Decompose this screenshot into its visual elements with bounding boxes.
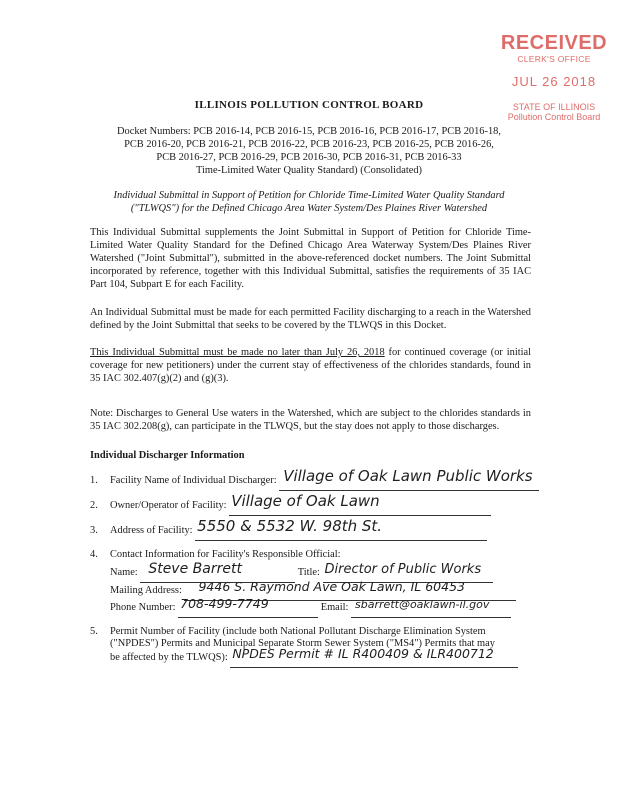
document-title: ILLINOIS POLLUTION CONTROL BOARD [194,99,424,111]
item-number: 5. [90,626,98,637]
field-label: Facility Name of Individual Discharger: [110,475,277,486]
item-number: 1. [90,475,98,486]
item-address [90,517,560,538]
contact-mailing-row [110,579,560,598]
deadline-rest: for continued coverage (or initial coverage for new petitioners) under the current stay of effectiveness of the chlorides standards, found in 35 IAC 302.407(g)(2) and (g)(3). [90,347,531,384]
permit-number-field[interactable] [230,646,518,668]
docket-line-4: Time-Limited Water Quality Standard) (Consolidated) [196,165,422,176]
stamp-clerks-office: CLERK'S OFFICE [517,54,591,64]
stamp-received: RECEIVED [500,32,608,54]
facility-name-field[interactable] [279,467,539,491]
paragraph-individual-submittal: An Individual Submittal must be made for each permitted Facility discharging to a reach in the Watershed defined by the Joint Submittal that seeks to be covered by the TLWQS in this Docket. [90,307,531,331]
field-label: Owner/Operator of Facility: [110,500,227,511]
contact-name-row [110,561,560,580]
contact-email-field[interactable] [351,598,511,618]
field-label: Address of Facility: [110,525,193,536]
stamp-board: Pollution Control Board [507,112,601,122]
permit-text-line-3: be affected by the TLWQS): [110,652,228,663]
stamp-date: JUL 26 2018 [511,74,597,89]
docket-line-2: PCB 2016-20, PCB 2016-21, PCB 2016-22, PCB 2016-23, PCB 2016-25, PCB 2016-26, [124,139,494,150]
email-label: Email: [320,602,349,613]
item-facility-name [90,467,560,488]
item-number: 2. [90,500,98,511]
contact-phone-row [110,596,560,615]
subtitle-line-2: ("TLWQS") for the Defined Chicago Area Water System/Des Plaines River Watershed [130,203,488,214]
paragraph-note: Note: Discharges to General Use waters in the Watershed, which are subject to the chlorides standards in 35 IAC 302.208(g), can participate in the TLWQS, but the stay does not apply to those discharges. [90,408,531,432]
title-label: Title: [297,567,320,578]
contact-name-value: Steve Barrett [148,561,242,577]
paragraph-joint-submittal: This Individual Submittal supplements the Joint Submittal in Support of Petition for Chloride Time-Limited Water Quality Standard for the Defined Chicago Area Waterway System/Des Plaines River Watershed ("Joint Submittal"), submitted in the above-referenced docket numbers. The Joint Submittal incorporated by reference, together with this Individual Submittal, satisfies the requirements of 35 IAC Part 104, Subpart E for each Facility. [90,227,531,290]
name-label: Name: [110,567,138,578]
contact-phone-value: 708-499-7749 [180,596,269,611]
item-owner-operator [90,492,560,513]
item-number: 4. [90,549,98,560]
permit-number-value: NPDES Permit # IL R400409 & ILR400712 [232,646,494,661]
item-contact-label [90,548,560,561]
permit-row [110,646,560,665]
item-number: 3. [90,525,98,536]
phone-label: Phone Number: [110,602,176,613]
deadline-underlined: This Individual Submittal must be made no later than July 26, 2018 [90,347,385,358]
contact-phone-field[interactable] [178,596,318,618]
docket-line-1: Docket Numbers: PCB 2016-14, PCB 2016-15, PCB 2016-16, PCB 2016-17, PCB 2016-18, [117,126,501,137]
permit-text-line-1: Permit Number of Facility (include both National Pollutant Discharge Elimination System [110,626,486,637]
docket-line-3: PCB 2016-27, PCB 2016-29, PCB 2016-30, PCB 2016-31, PCB 2016-33 [156,152,462,163]
owner-operator-field[interactable] [229,492,491,516]
subtitle-line-1: Individual Submittal in Support of Petition for Chloride Time-Limited Water Quality Standard [113,190,505,201]
address-value: 5550 & 5532 W. 98th St. [197,517,383,535]
address-field[interactable] [195,517,487,541]
contact-title-value: Director of Public Works [324,562,482,577]
permit-text-line-2: ("NPDES") Permits and Municipal Separate Storm Sewer System ("MS4") Permits that may [110,638,495,649]
contact-email-value: sbarrett@oaklawn-il.gov [355,598,490,611]
paragraph-deadline [90,346,531,385]
stamp-state: STATE OF ILLINOIS [512,102,596,112]
facility-name-value: Village of Oak Lawn Public Works [283,467,533,485]
contact-mailing-value: 9446 S. Raymond Ave Oak Lawn, IL 60453 [198,579,465,594]
section-heading: Individual Discharger Information [90,450,245,461]
field-label: Contact Information for Facility's Responsible Official: [110,549,341,560]
mailing-label: Mailing Address: [110,585,182,596]
owner-operator-value: Village of Oak Lawn [231,492,380,510]
